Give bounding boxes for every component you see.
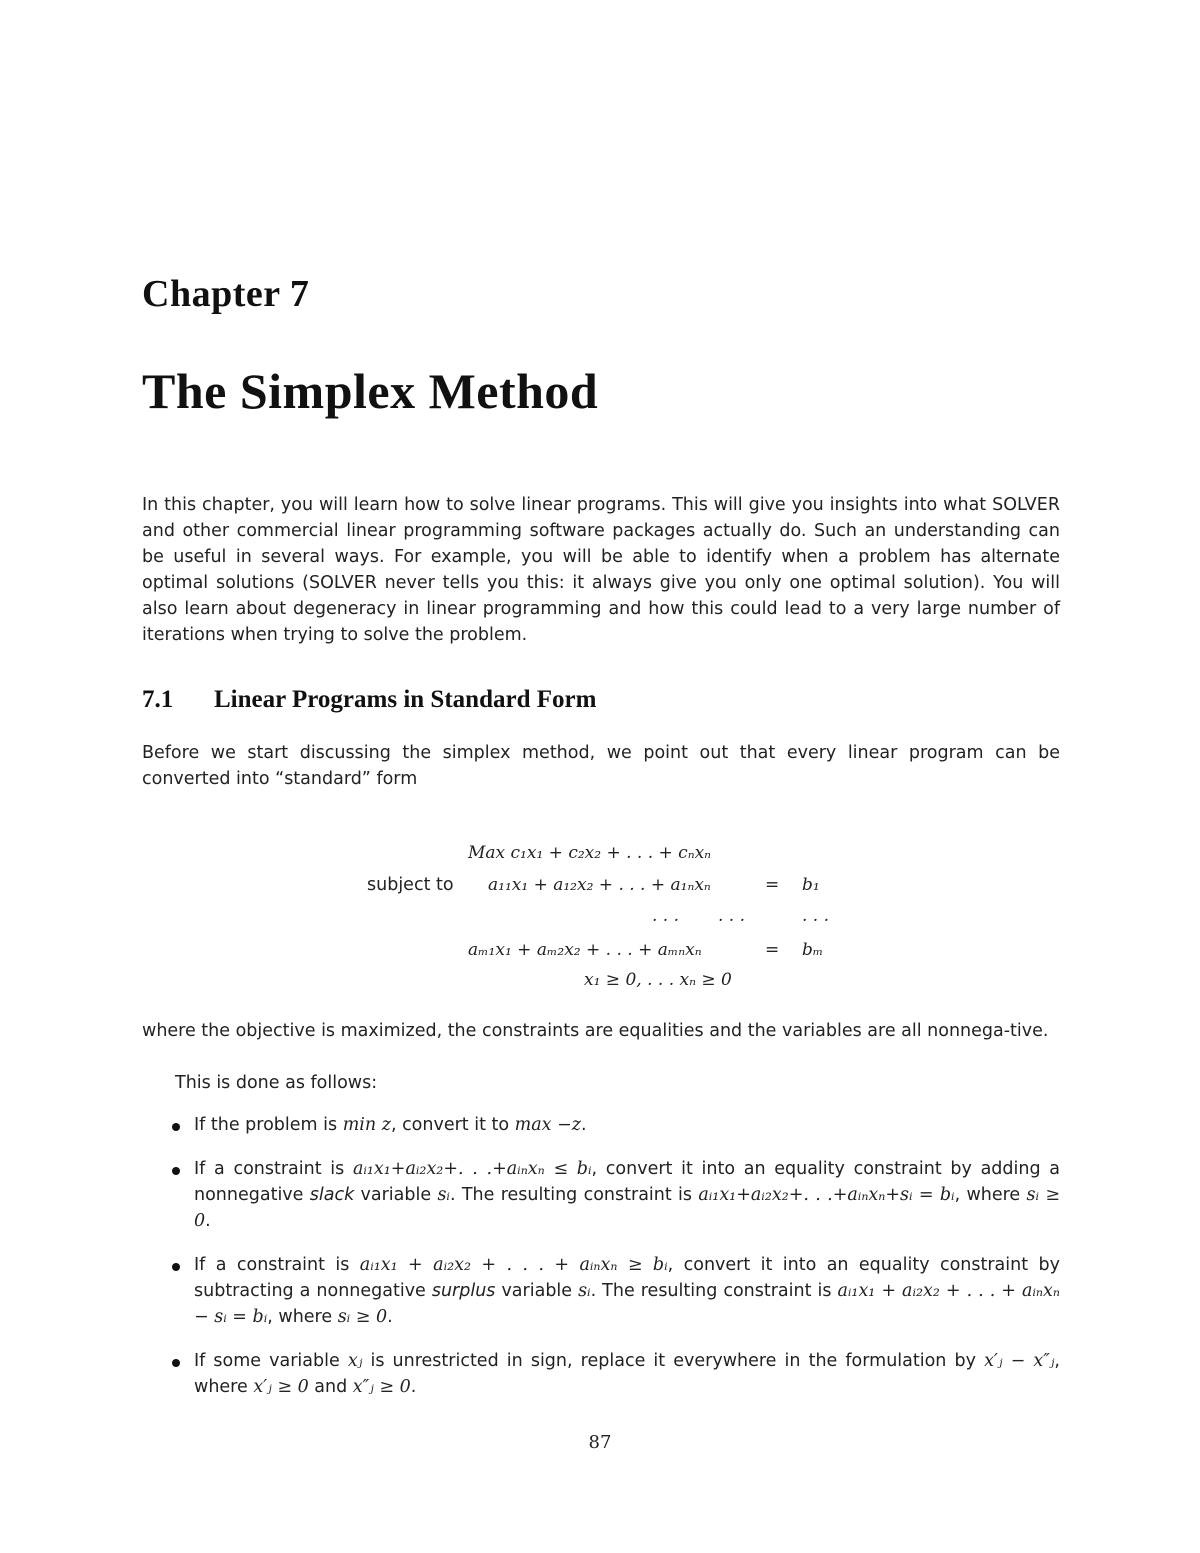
- bullet-text: .: [581, 1115, 587, 1135]
- bullet-text: , convert it into an equality constraint by subtracting a nonnegative: [194, 1255, 1060, 1301]
- bullet-text: , where: [954, 1185, 1027, 1205]
- bullet-math: aᵢ₁x₁+aᵢ₂x₂+. . .+aᵢₙxₙ ≤ bᵢ: [352, 1159, 592, 1179]
- constraint-1-lhs: a₁₁x₁ + a₁₂x₂ + . . . + a₁ₙxₙ: [488, 875, 711, 895]
- chapter-label: Chapter 7: [142, 273, 310, 315]
- bullet-math: x″ⱼ ≥ 0: [352, 1377, 411, 1397]
- list-item: [170, 1348, 1060, 1400]
- bullet-text: , convert it to: [390, 1115, 515, 1135]
- bullet-text: . The resulting constraint is: [590, 1281, 838, 1301]
- page-number: 87: [588, 1432, 612, 1453]
- slack-emphasis: slack: [309, 1185, 355, 1205]
- section-title: Linear Programs in Standard Form: [214, 686, 597, 713]
- bullet-math: aᵢ₁x₁+aᵢ₂x₂+. . .+aᵢₙxₙ+sᵢ = bᵢ: [698, 1185, 955, 1205]
- bullet-text: If the problem is: [194, 1115, 343, 1135]
- done-as-follows-line: This is done as follows:: [175, 1073, 378, 1093]
- dots-col-3: . . .: [802, 906, 830, 926]
- conversion-rules-list: [170, 1112, 1060, 1418]
- bullet-math: aᵢ₁x₁ + aᵢ₂x₂ + . . . + aᵢₙxₙ − sᵢ = bᵢ: [194, 1281, 1060, 1327]
- bullet-math: aᵢ₁x₁ + aᵢ₂x₂ + . . . + aᵢₙxₙ ≥ bᵢ: [359, 1255, 668, 1275]
- bullet-math: xⱼ: [347, 1351, 363, 1371]
- bullet-math: max −z: [514, 1115, 581, 1135]
- constraint-m-rhs: bₘ: [802, 940, 824, 960]
- surplus-emphasis: surplus: [431, 1281, 496, 1301]
- bullet-icon: [172, 1123, 180, 1131]
- list-item: [170, 1252, 1060, 1330]
- subject-to-label: subject to: [367, 875, 454, 895]
- dots-col-1: . . .: [652, 906, 680, 926]
- bullet-icon: [172, 1263, 180, 1271]
- constraint-1-rhs: b₁: [802, 875, 820, 895]
- bullet-text: , where: [267, 1307, 338, 1327]
- bullet-icon: [172, 1167, 180, 1175]
- objective-equation: Max c₁x₁ + c₂x₂ + . . . + cₙxₙ: [468, 843, 712, 863]
- bullet-math: sᵢ: [437, 1185, 450, 1205]
- list-item: [170, 1112, 1060, 1138]
- bullet-math: x′ⱼ − x″ⱼ: [984, 1351, 1055, 1371]
- bullet-math: x′ⱼ ≥ 0: [253, 1377, 309, 1397]
- bullet-text: variable: [495, 1281, 579, 1301]
- section-number: 7.1: [142, 686, 174, 713]
- bullet-text: and: [308, 1377, 353, 1397]
- constraint-m-relation: =: [765, 940, 780, 960]
- constraint-1-relation: =: [765, 875, 780, 895]
- bullet-text: If a constraint is: [194, 1255, 360, 1275]
- section-paragraph: Before we start discussing the simplex method, we point out that every linear program can be converted into “standard” form: [142, 743, 1060, 789]
- bullet-text: is unrestricted in sign, replace it everywhere in the formulation by: [362, 1351, 985, 1371]
- bullet-math: sᵢ ≥ 0: [194, 1185, 1060, 1231]
- after-equations-paragraph: where the objective is maximized, the constraints are equalities and the variables are all nonnega-tive.: [142, 1021, 1049, 1041]
- nonnegativity-constraint: x₁ ≥ 0, . . . xₙ ≥ 0: [584, 970, 732, 990]
- bullet-text: If a constraint is: [194, 1159, 353, 1179]
- list-item: [170, 1156, 1060, 1234]
- bullet-text: If some variable: [194, 1351, 348, 1371]
- bullet-text: , where: [194, 1351, 1060, 1397]
- bullet-math: min z: [342, 1115, 391, 1135]
- bullet-icon: [172, 1359, 180, 1367]
- bullet-text: , convert it into an equality constraint by adding a nonnegative: [194, 1159, 1060, 1205]
- bullet-text: .: [387, 1307, 393, 1327]
- bullet-math: sᵢ ≥ 0: [337, 1307, 388, 1327]
- dots-col-2: . . .: [718, 906, 746, 926]
- bullet-text: .: [205, 1211, 211, 1231]
- chapter-title: The Simplex Method: [142, 363, 599, 419]
- bullet-math: sᵢ: [578, 1281, 591, 1301]
- bullet-text: .: [410, 1377, 417, 1397]
- constraint-m-lhs: aₘ₁x₁ + aₘ₂x₂ + . . . + aₘₙxₙ: [468, 940, 702, 960]
- bullet-text: variable: [354, 1185, 438, 1205]
- bullet-text: . The resulting constraint is: [449, 1185, 699, 1205]
- intro-paragraph: In this chapter, you will learn how to solve linear programs. This will give you insights into what SOLVER and other commercial linear programming software packages actually do. Such an understanding can be useful in several ways. For example, you will be able to identify when a problem has alternate optimal solutions (SOLVER never tells you this: it always give you only one optimal solution). You will also learn about degeneracy in linear programming and how this could lead to a very large number of iterations when trying to solve the problem.: [142, 495, 1060, 645]
- section-heading: [142, 686, 596, 714]
